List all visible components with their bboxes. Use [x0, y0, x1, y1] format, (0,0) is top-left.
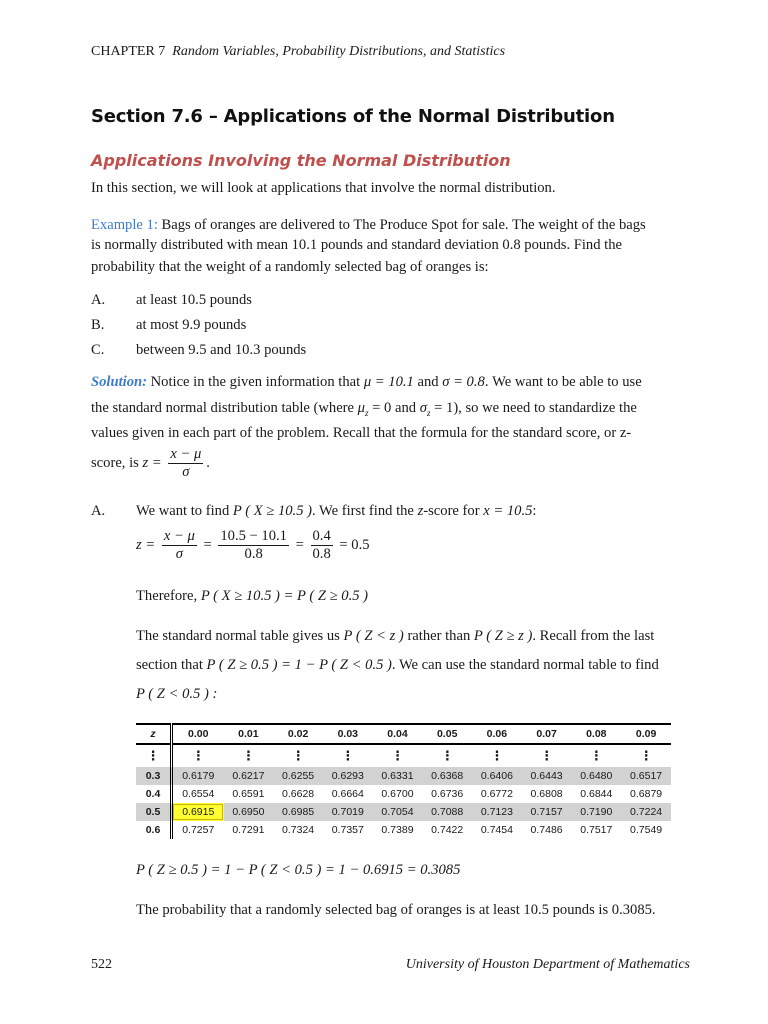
part-a-line-1: We want to find P ( X ≥ 10.5 ). We first find the z-score for x = 10.5:: [136, 503, 537, 519]
standard-table-line: The standard normal table gives us P ( Z < z ) rather than P ( Z ≥ z ). Recall from the last: [136, 628, 655, 644]
solution-line-3: values given in each part of the problem. Recall that the formula for the standard score, or z-: [91, 425, 632, 441]
table-row: 0.5 0.6915 0.6950 0.6985 0.7019 0.7054 0.7088 0.7123 0.7157 0.7190 0.7224: [136, 803, 671, 821]
part-letter: C.: [91, 342, 105, 358]
example-line-3: probability that the weight of a randomly selected bag of oranges is:: [91, 259, 489, 275]
standard-score-formula: score, is z = $\frac{x - \mu}{\sigma}$ .: [91, 446, 210, 480]
find-line: P ( Z < 0.5 ) :: [136, 686, 218, 702]
z-table-corner: z: [136, 724, 172, 744]
z-table: [136, 723, 671, 839]
subsection-title: Applications Involving the Normal Distribution: [91, 151, 511, 170]
part-letter: B.: [91, 317, 105, 333]
z-table-header-cell: 0.00: [172, 724, 224, 744]
footer-institution: University of Houston Department of Mathematics: [405, 957, 690, 972]
z-table-header-cell: 0.04: [373, 724, 423, 744]
chapter-label: CHAPTER 7: [91, 44, 166, 59]
complement-calculation: P ( Z ≥ 0.5 ) = 1 − P ( Z < 0.5 ) = 1 − 0.6915 = 0.3085: [136, 862, 461, 878]
sigma-equation: σ = 0.8: [442, 374, 485, 390]
z-score-calculation: z = $\frac{x - \mu}{\sigma}$ = $\frac{10.5 - 10.1}{0.8}$ = $\frac{0.4}{0.8}$ = 0.5: [136, 528, 370, 562]
table-row: 0.6 0.7257 0.7291 0.7324 0.7357 0.7389 0.7422 0.7454 0.7486 0.7517 0.7549: [136, 821, 671, 839]
z-table-header-cell: 0.03: [323, 724, 373, 744]
example-label: Example 1:: [91, 217, 158, 233]
example-line-2: is normally distributed with mean 10.1 pounds and standard deviation 0.8 pounds. Find the: [91, 237, 622, 253]
part-letter: A.: [91, 292, 106, 308]
table-row: 0.4 0.6554 0.6591 0.6628 0.6664 0.6700 0.6736 0.6772 0.6808 0.6844 0.6879: [136, 785, 671, 803]
solution-label: Solution:: [91, 374, 147, 390]
z-table-header: [136, 724, 671, 744]
z-table-header-cell: 0.09: [621, 724, 671, 744]
z-table-header-cell: 0.01: [224, 724, 274, 744]
chapter-title: Random Variables, Probability Distributions, and Statistics: [172, 44, 506, 59]
solution-line-1: Solution: Notice in the given information that μ = 10.1 and σ = 0.8. We want to be able to use: [91, 374, 642, 390]
mu-equation: μ = 10.1: [363, 374, 414, 390]
page-number: 522: [91, 957, 112, 972]
part-a-letter: A.: [91, 503, 106, 519]
z-table-header-cell: 0.07: [522, 724, 572, 744]
chapter-header: [91, 44, 505, 60]
z-table-ellipsis-row: ⋮ ⋮ ⋮ ⋮ ⋮ ⋮ ⋮ ⋮ ⋮ ⋮ ⋮: [136, 744, 671, 767]
part-text: at least 10.5 pounds: [136, 292, 252, 308]
section-title: Section 7.6 – Applications of the Normal Distribution: [91, 106, 615, 127]
part-text: at most 9.9 pounds: [136, 317, 247, 333]
table-row: 0.3 0.6179 0.6217 0.6255 0.6293 0.6331 0.6368 0.6406 0.6443 0.6480 0.6517: [136, 767, 671, 785]
example-line-1: Example 1: Bags of oranges are delivered to The Produce Spot for sale. The weight of the bags: [91, 217, 646, 233]
solution-line-2: the standard normal distribution table (where $\mu_z = 0$ and $\sigma_z = 1$), so we need to standardize the: [91, 400, 637, 418]
intro-text: In this section, we will look at applications that involve the normal distribution.: [91, 180, 556, 196]
z-table-header-cell: 0.02: [273, 724, 323, 744]
z-table-header-cell: 0.05: [422, 724, 472, 744]
highlighted-cell: 0.6915: [172, 803, 224, 821]
z-table-header-cell: 0.06: [472, 724, 522, 744]
therefore-line: Therefore, P ( X ≥ 10.5 ) = P ( Z ≥ 0.5 ): [136, 588, 369, 604]
conclusion-text: The probability that a randomly selected bag of oranges is at least 10.5 pounds is 0.3085.: [136, 902, 656, 918]
z-table-header-cell: 0.08: [571, 724, 621, 744]
section-recall-line: section that P ( Z ≥ 0.5 ) = 1 − P ( Z < 0.5 ). We can use the standard normal table to find: [136, 657, 659, 673]
part-text: between 9.5 and 10.3 pounds: [136, 342, 307, 358]
